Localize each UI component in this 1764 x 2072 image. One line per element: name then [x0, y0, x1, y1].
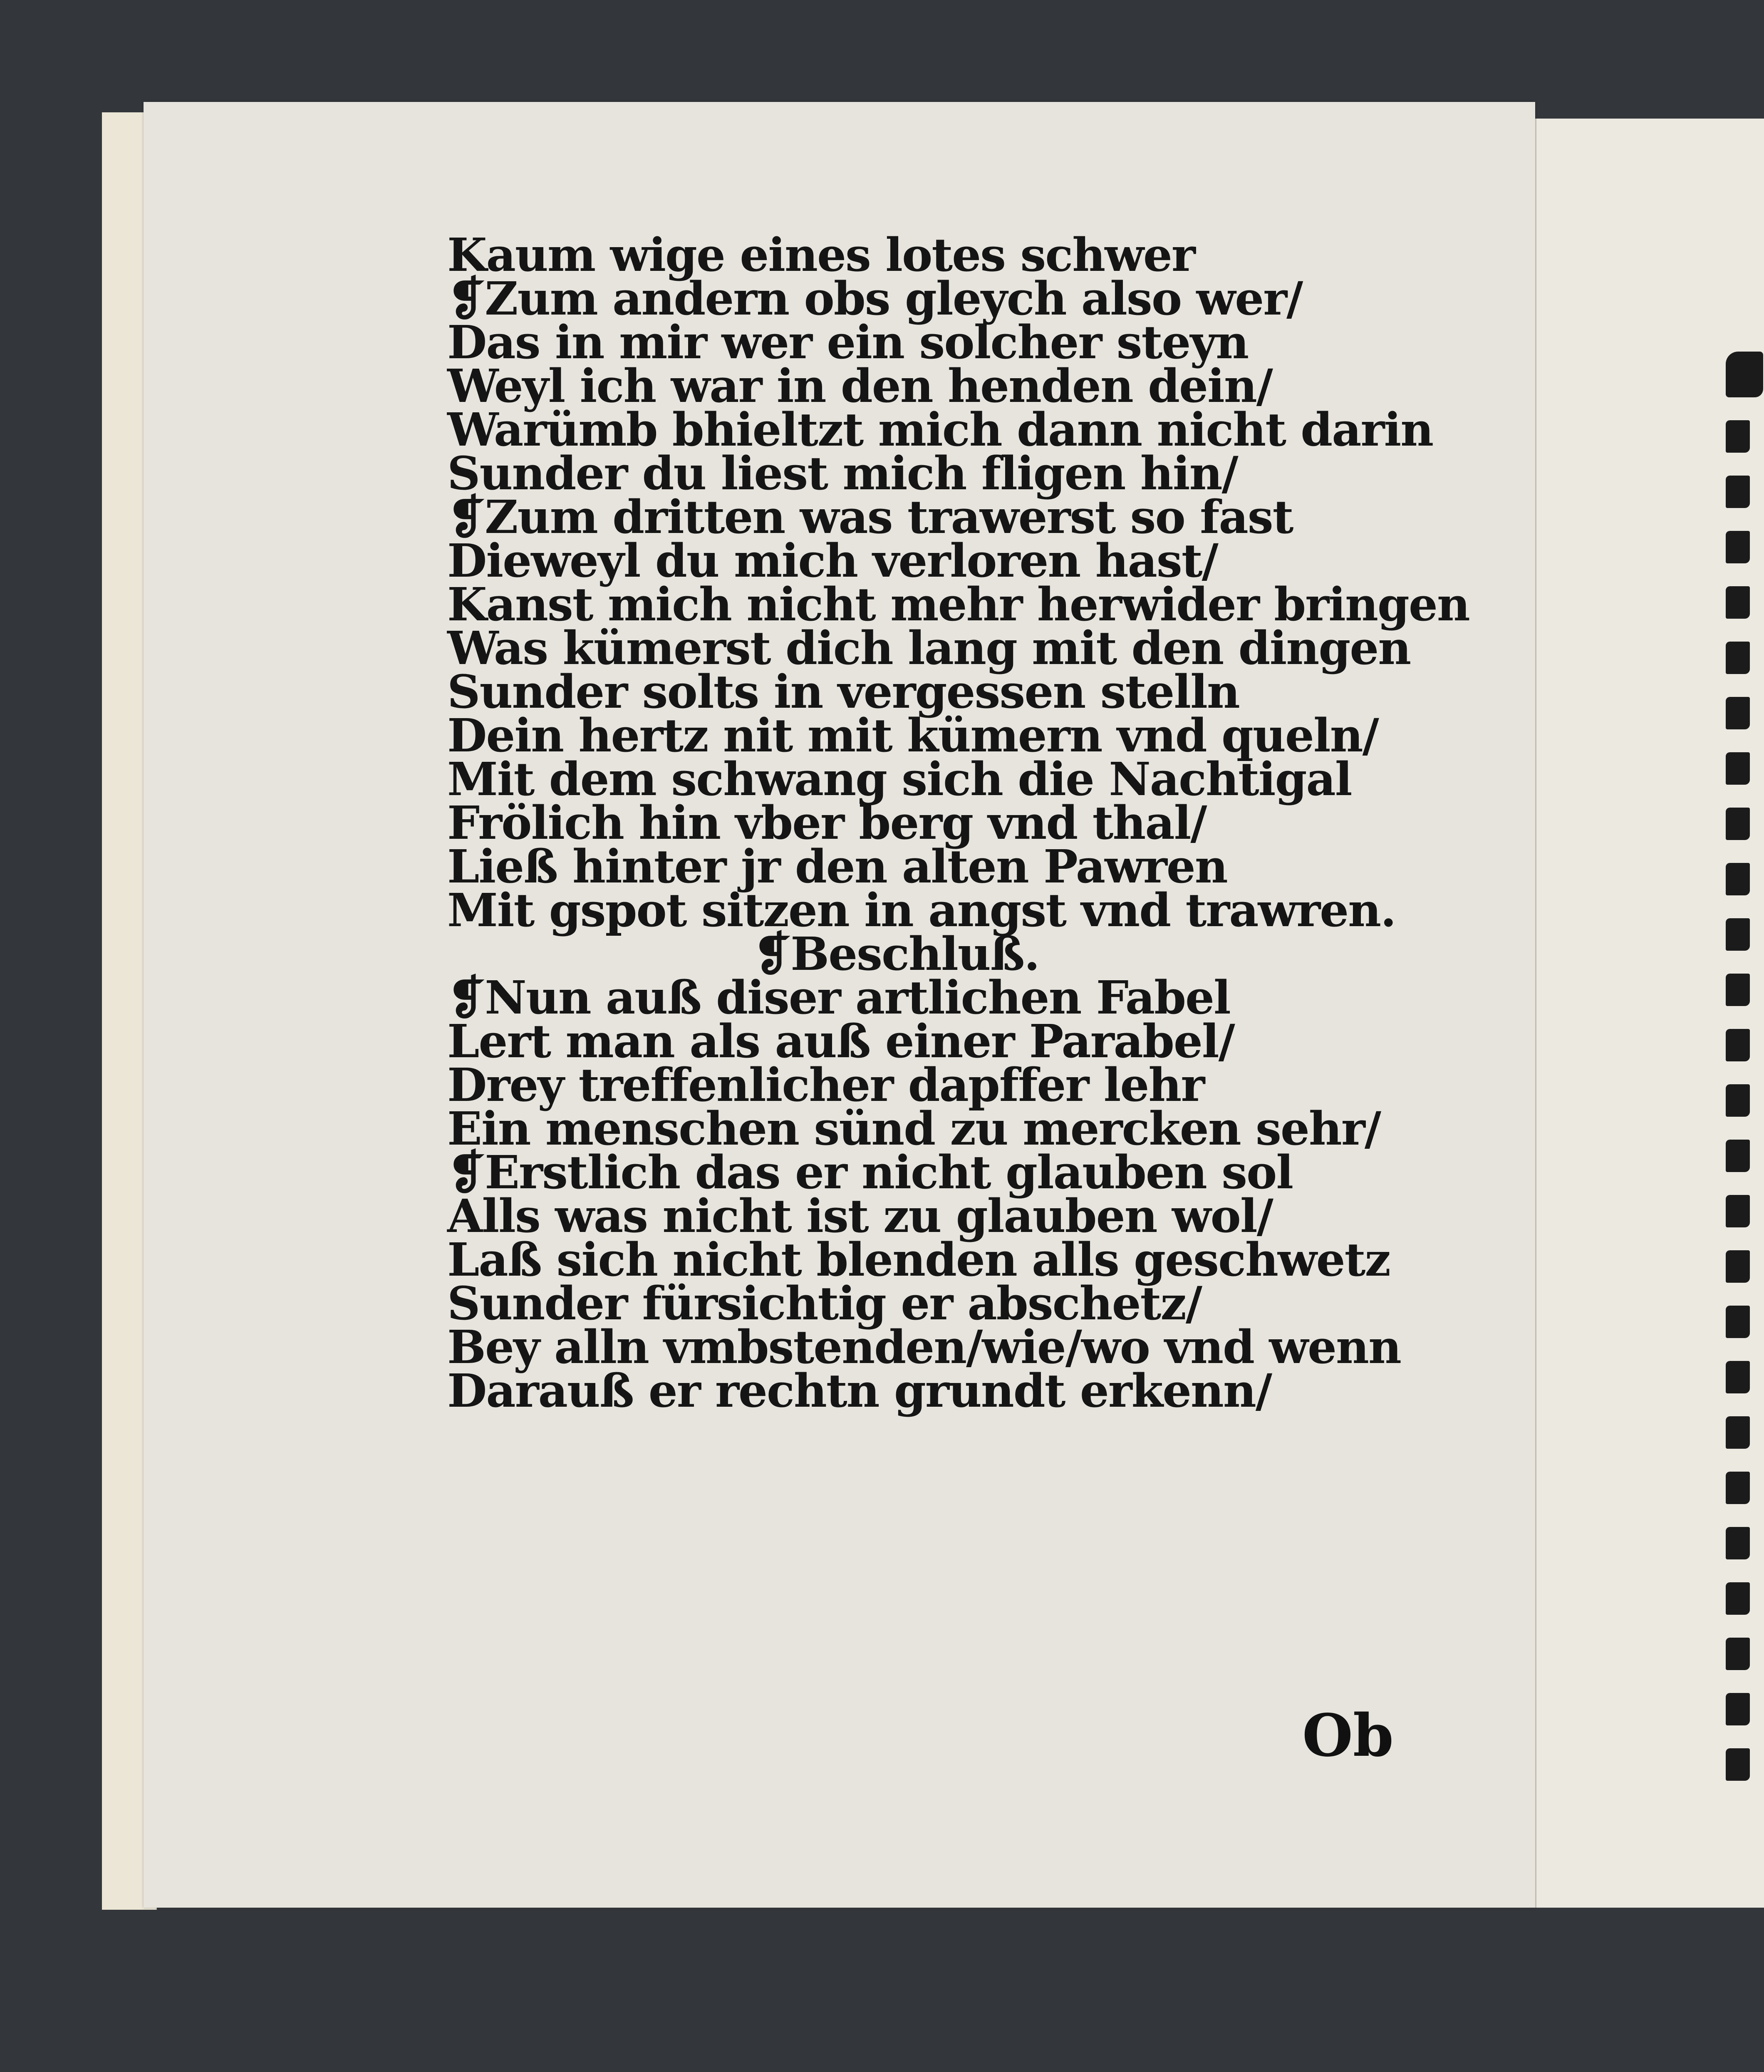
text-line: Darauß er rechtn grundt erkenn/	[447, 1364, 1272, 1418]
text-line: Sunder fürsichtig er abschetz/	[447, 1276, 1202, 1330]
text-line: Sunder du liest mich fligen hin/	[447, 446, 1238, 500]
text-line: ❡Zum dritten was trawerst so fast	[447, 490, 1293, 544]
text-line: Ließ hinter jr den alten Pawren	[447, 840, 1227, 893]
text-line: Sunder solts in vergessen stelln	[447, 665, 1239, 719]
text-line: Was kümerst dich lang mit den dingen	[447, 621, 1411, 675]
text-line: Dein hertz nit mit kümern vnd queln/	[447, 709, 1378, 762]
text-line: Das in mir wer ein solcher steyn	[447, 315, 1249, 369]
catchword: Ob	[1302, 1702, 1394, 1770]
text-line: Kanst mich nicht mehr herwider bringen	[447, 577, 1469, 631]
facing-page-initials	[1726, 352, 1764, 1804]
text-line: Alls was nicht ist zu glauben wol/	[447, 1189, 1273, 1243]
text-line: ❡Zum andern obs gleych also wer/	[447, 272, 1303, 325]
section-heading: ❡Beschluß.	[753, 927, 1039, 981]
text-line: ❡Nun auß diser artlichen Fabel	[447, 971, 1230, 1024]
text-line: Dieweyl du mich verloren hast/	[447, 534, 1218, 587]
text-line: Drey treffenlicher dapffer lehr	[447, 1058, 1204, 1112]
poem-text-block	[447, 228, 1469, 1418]
text-line: Ein menschen sünd zu mercken sehr/	[447, 1102, 1381, 1155]
text-line: Mit dem schwang sich die Nachtigal	[447, 752, 1352, 806]
text-line: Frölich hin vber berg vnd thal/	[447, 796, 1207, 850]
text-line: Bey alln vmbstenden/wie/wo vnd wenn	[447, 1320, 1401, 1374]
text-line: Laß sich nicht blenden alls geschwetz	[447, 1233, 1390, 1286]
text-line: Warümb bhieltzt mich dann nicht darin	[447, 403, 1433, 456]
text-line: Weyl ich war in den henden dein/	[447, 359, 1272, 413]
text-line: Mit gspot sitzen in angst vnd trawren.	[447, 883, 1396, 937]
facing-page-edge	[1535, 119, 1764, 1908]
text-line: Lert man als auß einer Parabel/	[447, 1014, 1234, 1068]
text-line: ❡Erstlich das er nicht glauben sol	[447, 1145, 1293, 1199]
text-line: Kaum wige eines lotes schwer	[447, 228, 1195, 282]
